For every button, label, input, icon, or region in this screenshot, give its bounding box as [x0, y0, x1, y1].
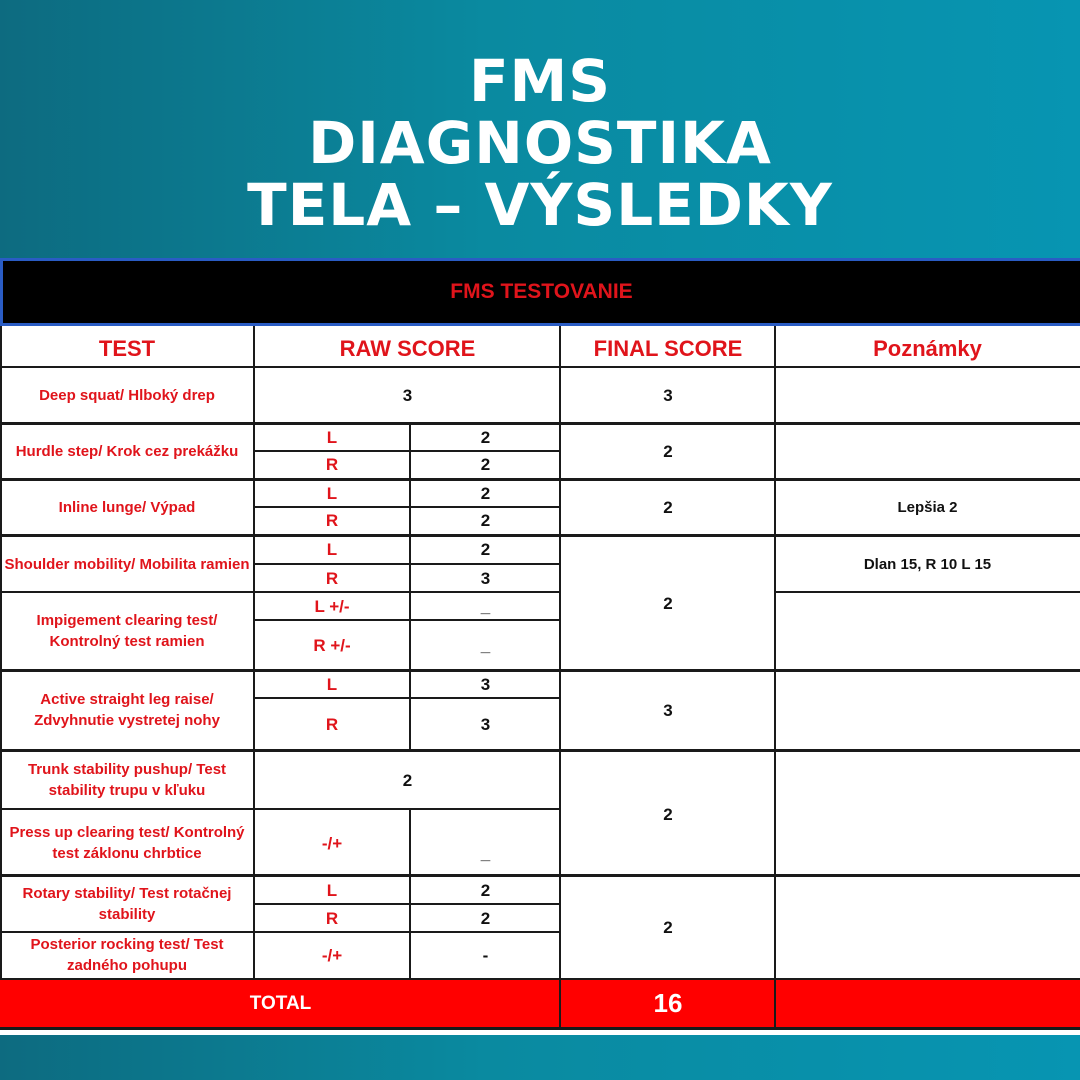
total-value: 16	[653, 988, 683, 1018]
grid-line	[0, 669, 1080, 672]
grid-line	[0, 534, 1080, 537]
note-inline-lunge: Lepšia 2	[897, 498, 958, 516]
final-score-inline-lunge: 2	[663, 497, 673, 517]
grid-line	[774, 980, 776, 1027]
sign-label-press-up: -/+	[321, 833, 343, 853]
final-score-hurdle-step: 2	[663, 441, 673, 461]
grid-line	[254, 697, 561, 699]
raw-score-lunge-right: 2	[480, 511, 491, 530]
raw-score-trunk-stability: 2	[402, 770, 413, 790]
grid-line	[0, 591, 561, 593]
grid-line	[409, 424, 411, 752]
side-label-shoulder-left: L	[326, 540, 338, 559]
raw-score-impingement-right: _	[480, 635, 491, 655]
raw-score-rotary-left: 2	[480, 880, 491, 900]
side-label-impingement-right: R +/-	[313, 635, 351, 655]
test-name-hurdle-step: Hurdle step/ Krok cez prekážku	[15, 442, 239, 460]
grid-line	[253, 326, 255, 978]
grid-line	[0, 366, 1080, 368]
test-name-impingement: Impigement clearing test/ Kontrolný test ramien	[36, 612, 218, 650]
grid-line	[254, 506, 561, 508]
test-name-inline-lunge: Inline lunge/ Výpad	[58, 498, 196, 516]
grid-line	[559, 326, 561, 978]
header-test: TEST	[98, 335, 156, 361]
test-name-trunk-stability: Trunk stability pushup/ Test stability trupu v kľuku	[27, 761, 227, 799]
raw-score-aslr-right: 3	[480, 714, 491, 734]
grid-line	[254, 450, 561, 452]
side-label-impingement-left: L +/-	[314, 596, 350, 616]
test-name-rotary-stability: Rotary stability/ Test rotačnej stability	[22, 885, 232, 923]
title-line-1: FMS	[468, 47, 612, 115]
side-label-shoulder-right: R	[325, 568, 339, 588]
test-name-deep-squat: Deep squat/ Hlboký drep	[39, 386, 215, 404]
raw-score-shoulder-left: 2	[480, 540, 491, 559]
grid-line	[0, 749, 1080, 752]
test-name-press-up-clearing: Press up clearing test/ Kontrolný test záklonu chrbtice	[9, 824, 245, 862]
raw-score-impingement-left: _	[480, 596, 491, 616]
title-line-2: DIAGNOSTIKA	[308, 109, 772, 177]
side-label-lunge-left: L	[326, 484, 338, 503]
final-score-shoulder-group: 2	[663, 593, 673, 613]
side-label-hurdle-right: R	[325, 455, 339, 474]
raw-score-lunge-left: 2	[480, 484, 491, 503]
test-name-aslr: Active straight leg raise/ Zdvyhnutie vystretej nohy	[34, 691, 220, 729]
table-banner-label: FMS TESTOVANIE	[450, 280, 633, 303]
grid-line	[559, 980, 561, 1027]
raw-score-posterior-rocking: -	[482, 945, 489, 965]
grid-line	[409, 808, 411, 978]
raw-score-shoulder-right: 3	[480, 568, 491, 588]
grid-line	[0, 422, 1080, 425]
side-label-hurdle-left: L	[326, 428, 338, 447]
final-score-trunk-group: 2	[663, 804, 673, 824]
title-line-3: TELA – VÝSLEDKY	[247, 171, 833, 239]
raw-score-hurdle-right: 2	[480, 455, 491, 474]
total-row	[0, 978, 1080, 1030]
side-label-lunge-right: R	[325, 511, 339, 530]
raw-score-deep-squat: 3	[402, 385, 413, 405]
test-name-posterior-rocking: Posterior rocking test/ Test zadného pohupu	[30, 936, 224, 974]
final-score-rotary-group: 2	[663, 917, 673, 937]
total-label: TOTAL	[249, 993, 312, 1014]
final-score-aslr: 3	[663, 700, 673, 720]
raw-score-rotary-right: 2	[480, 908, 491, 928]
grid-line	[0, 874, 1080, 877]
header-notes: Poznámky	[873, 335, 982, 361]
grid-line	[774, 326, 776, 978]
side-label-rotary-left: L	[326, 880, 338, 900]
test-name-shoulder-mobility: Shoulder mobility/ Mobilita ramien	[4, 555, 250, 573]
fms-results-table	[0, 258, 1080, 1035]
grid-line	[775, 591, 1080, 593]
grid-line	[0, 931, 561, 933]
final-score-deep-squat: 3	[663, 385, 673, 405]
grid-line	[254, 619, 561, 621]
side-label-aslr-right: R	[325, 714, 339, 734]
raw-score-aslr-left: 3	[480, 674, 491, 694]
grid-line	[0, 808, 561, 810]
sign-label-posterior-rocking: -/+	[321, 945, 343, 965]
header-raw-score: RAW SCORE	[339, 335, 476, 361]
header-final-score: FINAL SCORE	[593, 335, 743, 361]
grid-line	[0, 478, 1080, 481]
page-title	[0, 47, 1080, 239]
raw-score-hurdle-left: 2	[480, 428, 491, 447]
grid-line	[254, 563, 561, 565]
grid-line	[254, 903, 561, 905]
side-label-aslr-left: L	[326, 674, 338, 694]
note-shoulder-mobility: Dlan 15, R 10 L 15	[863, 555, 992, 573]
raw-score-press-up: _	[480, 843, 491, 863]
side-label-rotary-right: R	[325, 908, 339, 928]
grid-line	[0, 326, 2, 978]
